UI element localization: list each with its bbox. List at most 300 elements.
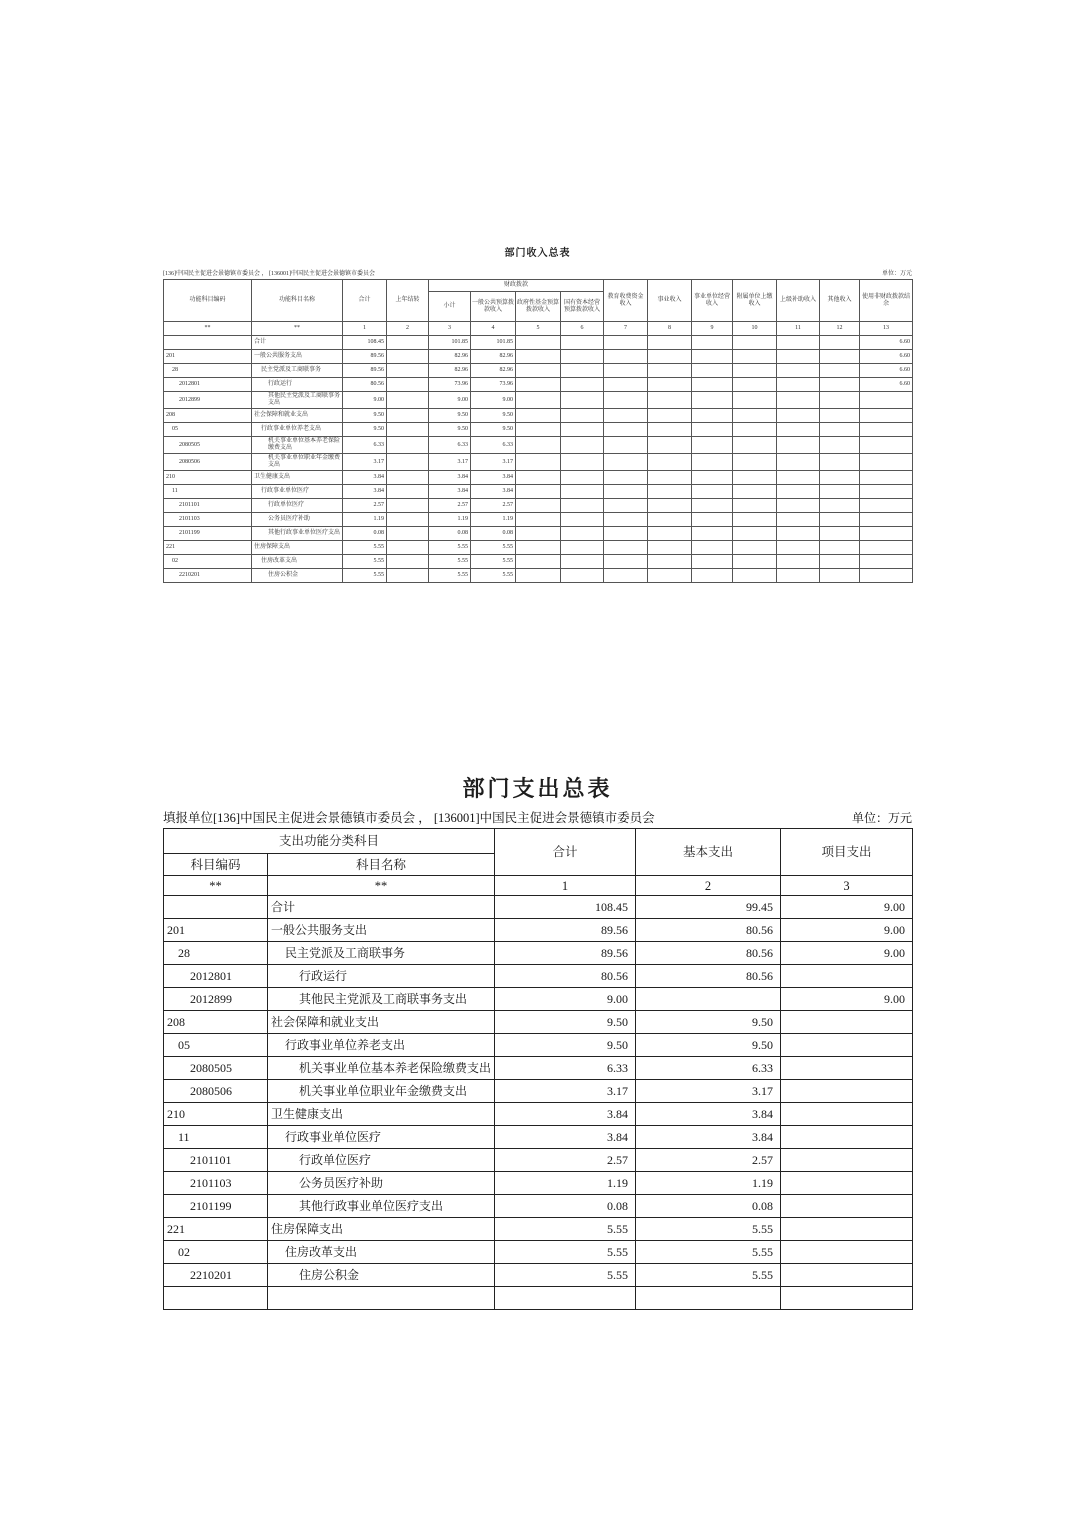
cell-amount: 9.50	[343, 423, 387, 437]
cell-amount	[820, 392, 860, 409]
col-basic-expenditure: 基本支出	[636, 829, 781, 876]
header-cell: **	[252, 322, 343, 336]
cell-subject-name: 住房改革支出	[252, 555, 343, 569]
cell-amount	[692, 454, 733, 471]
cell-amount	[561, 569, 604, 583]
cell-amount	[561, 454, 604, 471]
header-cell: 2	[636, 876, 781, 896]
header-cell: **	[164, 876, 268, 896]
cell-amount	[733, 392, 777, 409]
cell-amount: 108.45	[495, 896, 636, 919]
cell-amount: 5.55	[495, 1264, 636, 1287]
cell-amount: 9.00	[781, 896, 913, 919]
header-cell: **	[164, 322, 252, 336]
cell-subject-name: 卫生健康支出	[268, 1103, 495, 1126]
cell-subject-name: 住房公积金	[252, 569, 343, 583]
header-cell: 使用非财政拨款结余	[860, 280, 913, 322]
cell-amount	[516, 513, 561, 527]
cell-amount	[648, 527, 692, 541]
cell-amount: 89.56	[343, 350, 387, 364]
cell-subject-code: 02	[164, 555, 252, 569]
table-row	[164, 555, 913, 569]
table-row	[164, 513, 913, 527]
cell-amount	[860, 471, 913, 485]
cell-amount	[648, 350, 692, 364]
cell-amount	[781, 1287, 913, 1310]
table-row	[164, 896, 913, 919]
cell-amount	[648, 392, 692, 409]
cell-amount	[733, 485, 777, 499]
col-function-name: 功能科目名称	[252, 280, 343, 322]
header-cell: 11	[777, 322, 820, 336]
cell-amount: 6.33	[429, 437, 471, 454]
cell-amount	[777, 485, 820, 499]
cell-amount	[777, 499, 820, 513]
cell-amount	[516, 336, 561, 350]
cell-amount	[781, 1218, 913, 1241]
table-row	[164, 541, 913, 555]
table-row	[164, 527, 913, 541]
cell-subject-code: 11	[164, 1126, 268, 1149]
cell-amount: 1.19	[495, 1172, 636, 1195]
cell-amount	[777, 527, 820, 541]
cell-amount	[820, 454, 860, 471]
cell-amount: 2.57	[471, 499, 516, 513]
cell-amount	[648, 513, 692, 527]
cell-amount	[860, 454, 913, 471]
cell-subject-name: 其他民主党派及工商联事务支出	[252, 392, 343, 409]
cell-subject-code: 2012801	[164, 378, 252, 392]
cell-amount	[516, 499, 561, 513]
cell-amount	[777, 364, 820, 378]
cell-amount	[692, 485, 733, 499]
header-cell: 12	[820, 322, 860, 336]
cell-subject-name: 民主党派及工商联事务	[268, 942, 495, 965]
cell-amount	[860, 423, 913, 437]
cell-amount	[692, 555, 733, 569]
cell-amount	[733, 336, 777, 350]
cell-subject-code: 28	[164, 942, 268, 965]
cell-amount: 80.56	[636, 919, 781, 942]
cell-subject-name: 公务员医疗补助	[268, 1172, 495, 1195]
cell-amount	[648, 499, 692, 513]
cell-subject-name: 住房公积金	[268, 1264, 495, 1287]
table-row	[164, 485, 913, 499]
cell-amount	[604, 392, 648, 409]
income-meta-row	[163, 268, 912, 277]
cell-amount	[781, 1195, 913, 1218]
cell-amount	[604, 437, 648, 454]
cell-amount	[516, 437, 561, 454]
cell-amount	[860, 392, 913, 409]
table-row	[164, 423, 913, 437]
cell-amount	[516, 569, 561, 583]
cell-amount	[733, 378, 777, 392]
cell-subject-code: 11	[164, 485, 252, 499]
cell-amount	[733, 541, 777, 555]
cell-amount	[604, 569, 648, 583]
table-row	[164, 378, 913, 392]
cell-amount	[387, 423, 429, 437]
table-row	[164, 942, 913, 965]
cell-amount	[387, 541, 429, 555]
cell-amount	[781, 1103, 913, 1126]
cell-amount	[820, 499, 860, 513]
cell-subject-code: 210	[164, 471, 252, 485]
cell-amount	[692, 569, 733, 583]
cell-amount: 1.19	[471, 513, 516, 527]
cell-amount: 3.84	[429, 471, 471, 485]
cell-amount: 82.96	[471, 364, 516, 378]
cell-amount	[733, 499, 777, 513]
expenditure-unit-note: 单位：万元	[851, 811, 912, 825]
cell-amount	[781, 1126, 913, 1149]
cell-amount	[648, 569, 692, 583]
cell-subject-code: 2210201	[164, 569, 252, 583]
cell-amount	[387, 392, 429, 409]
cell-amount: 9.50	[429, 423, 471, 437]
cell-amount	[604, 513, 648, 527]
cell-amount: 82.96	[429, 364, 471, 378]
table-row	[164, 919, 913, 942]
cell-amount: 2.57	[343, 499, 387, 513]
header-cell: 6	[561, 322, 604, 336]
cell-amount: 108.45	[343, 336, 387, 350]
header-cell: 13	[860, 322, 913, 336]
cell-amount: 9.00	[781, 919, 913, 942]
table-row	[164, 336, 913, 350]
cell-subject-code: 2012801	[164, 965, 268, 988]
cell-amount	[604, 527, 648, 541]
cell-subject-code	[164, 896, 268, 919]
cell-amount	[387, 485, 429, 499]
cell-amount	[733, 527, 777, 541]
cell-amount	[516, 392, 561, 409]
cell-amount	[387, 336, 429, 350]
table-row	[164, 454, 913, 471]
header-cell: 3	[781, 876, 913, 896]
expenditure-filing-unit: 填报单位[136]中国民主促进会景德镇市委员会 ， [136001]中国民主促进会景德镇市委员会	[163, 811, 655, 825]
header-cell: 国有资本经营预算拨款收入	[561, 292, 604, 322]
col-function-code: 功能科目编码	[164, 280, 252, 322]
expenditure-section	[163, 772, 912, 1310]
col-total: 合计	[495, 829, 636, 876]
cell-amount	[516, 527, 561, 541]
cell-amount	[777, 378, 820, 392]
cell-amount	[777, 454, 820, 471]
cell-subject-name: 行政事业单位医疗	[252, 485, 343, 499]
cell-amount	[387, 499, 429, 513]
cell-amount: 3.17	[636, 1080, 781, 1103]
cell-subject-code: 201	[164, 919, 268, 942]
cell-amount	[777, 437, 820, 454]
cell-amount	[777, 392, 820, 409]
cell-amount	[860, 485, 913, 499]
header-cell: 9	[692, 322, 733, 336]
cell-subject-code: 2101103	[164, 1172, 268, 1195]
table-row	[164, 988, 913, 1011]
table-row	[164, 350, 913, 364]
cell-amount: 5.55	[495, 1218, 636, 1241]
header-cell: **	[268, 876, 495, 896]
cell-amount	[561, 409, 604, 423]
table-row	[164, 364, 913, 378]
cell-amount: 5.55	[343, 569, 387, 583]
cell-amount: 0.08	[429, 527, 471, 541]
cell-subject-name: 民主党派及工商联事务	[252, 364, 343, 378]
header-cell: 事业单位经营收入	[692, 280, 733, 322]
cell-amount	[561, 541, 604, 555]
cell-subject-code: 2012899	[164, 988, 268, 1011]
cell-subject-name: 行政事业单位养老支出	[252, 423, 343, 437]
table-row	[164, 1218, 913, 1241]
cell-amount	[692, 378, 733, 392]
cell-subject-name: 合计	[268, 896, 495, 919]
cell-amount: 82.96	[471, 350, 516, 364]
cell-amount: 89.56	[343, 364, 387, 378]
cell-amount	[561, 485, 604, 499]
cell-amount: 9.00	[495, 988, 636, 1011]
cell-amount	[387, 513, 429, 527]
cell-amount: 0.08	[495, 1195, 636, 1218]
cell-subject-name: 机关事业单位基本养老保险缴费支出	[252, 437, 343, 454]
cell-subject-name: 卫生健康支出	[252, 471, 343, 485]
cell-amount	[692, 513, 733, 527]
table-row	[164, 471, 913, 485]
col-project-expenditure: 项目支出	[781, 829, 913, 876]
cell-amount: 0.08	[343, 527, 387, 541]
cell-subject-name: 行政运行	[252, 378, 343, 392]
expenditure-table-title: 部门支出总表	[462, 776, 613, 801]
cell-amount	[516, 485, 561, 499]
header-cell: 2	[387, 322, 429, 336]
cell-amount: 3.84	[495, 1103, 636, 1126]
cell-amount: 6.60	[860, 364, 913, 378]
cell-amount: 9.00	[781, 988, 913, 1011]
table-row	[164, 499, 913, 513]
cell-amount	[516, 378, 561, 392]
cell-subject-name: 行政事业单位医疗	[268, 1126, 495, 1149]
cell-amount: 5.55	[636, 1264, 781, 1287]
cell-subject-code: 2101103	[164, 513, 252, 527]
cell-subject-code: 2101101	[164, 499, 252, 513]
cell-subject-code: 221	[164, 1218, 268, 1241]
cell-amount: 3.84	[343, 471, 387, 485]
cell-amount: 89.56	[495, 919, 636, 942]
table-row	[164, 1011, 913, 1034]
cell-subject-name	[268, 1287, 495, 1310]
income-table-body	[164, 336, 913, 583]
cell-amount: 101.85	[471, 336, 516, 350]
cell-amount	[604, 555, 648, 569]
cell-amount	[733, 569, 777, 583]
cell-subject-code: 221	[164, 541, 252, 555]
cell-amount	[692, 437, 733, 454]
cell-amount	[648, 437, 692, 454]
cell-amount: 6.60	[860, 350, 913, 364]
cell-amount	[387, 454, 429, 471]
cell-amount	[777, 555, 820, 569]
cell-amount: 5.55	[471, 555, 516, 569]
cell-subject-code: 2210201	[164, 1264, 268, 1287]
cell-amount	[648, 541, 692, 555]
col-carryover: 上年结转	[387, 280, 429, 322]
cell-amount	[860, 541, 913, 555]
cell-amount	[820, 423, 860, 437]
cell-amount: 3.84	[495, 1126, 636, 1149]
header-cell: 上级补助收入	[777, 280, 820, 322]
cell-amount	[860, 527, 913, 541]
cell-amount	[692, 336, 733, 350]
cell-amount	[820, 471, 860, 485]
cell-amount	[777, 569, 820, 583]
cell-amount	[516, 423, 561, 437]
header-cell: 一般公共预算拨款收入	[471, 292, 516, 322]
header-cell: 1	[495, 876, 636, 896]
cell-amount	[387, 350, 429, 364]
cell-amount	[387, 527, 429, 541]
table-row	[164, 409, 913, 423]
cell-subject-code: 210	[164, 1103, 268, 1126]
cell-amount	[781, 1264, 913, 1287]
header-cell: 8	[648, 322, 692, 336]
cell-amount	[777, 471, 820, 485]
cell-amount: 6.33	[495, 1057, 636, 1080]
cell-amount	[692, 471, 733, 485]
cell-amount: 3.84	[636, 1103, 781, 1126]
cell-subject-code: 2080506	[164, 1080, 268, 1103]
table-row	[164, 1172, 913, 1195]
cell-amount	[648, 485, 692, 499]
table-row	[164, 1126, 913, 1149]
cell-amount: 3.17	[343, 454, 387, 471]
table-row	[164, 1103, 913, 1126]
cell-amount	[820, 527, 860, 541]
cell-amount	[648, 364, 692, 378]
cell-amount: 2.57	[636, 1149, 781, 1172]
cell-amount	[820, 409, 860, 423]
cell-amount: 3.84	[343, 485, 387, 499]
cell-amount	[604, 471, 648, 485]
cell-amount: 73.96	[471, 378, 516, 392]
cell-amount: 9.50	[495, 1034, 636, 1057]
cell-subject-name: 行政单位医疗	[268, 1149, 495, 1172]
income-unit-note: 单位：万元	[881, 271, 912, 277]
cell-amount: 80.56	[636, 965, 781, 988]
cell-subject-name: 其他民主党派及工商联事务支出	[268, 988, 495, 1011]
cell-subject-code: 02	[164, 1241, 268, 1264]
cell-amount	[733, 350, 777, 364]
cell-amount: 3.84	[636, 1126, 781, 1149]
cell-amount	[781, 1057, 913, 1080]
header-cell: 5	[516, 322, 561, 336]
income-section	[163, 244, 912, 583]
cell-amount	[516, 350, 561, 364]
cell-amount	[733, 513, 777, 527]
cell-amount	[387, 471, 429, 485]
cell-amount: 73.96	[429, 378, 471, 392]
header-cell: 3	[429, 322, 471, 336]
col-subject-name: 科目名称	[268, 854, 495, 876]
cell-amount: 5.55	[343, 555, 387, 569]
table-row	[164, 1080, 913, 1103]
cell-subject-name: 住房保障支出	[268, 1218, 495, 1241]
cell-subject-name: 机关事业单位职业年金缴费支出	[268, 1080, 495, 1103]
table-row	[164, 1057, 913, 1080]
cell-amount: 9.00	[429, 392, 471, 409]
cell-amount	[777, 423, 820, 437]
cell-amount	[516, 471, 561, 485]
cell-amount: 5.55	[495, 1241, 636, 1264]
cell-amount: 6.60	[860, 378, 913, 392]
cell-subject-code: 05	[164, 1034, 268, 1057]
cell-amount	[604, 454, 648, 471]
cell-amount	[777, 541, 820, 555]
cell-amount	[860, 569, 913, 583]
cell-amount	[561, 392, 604, 409]
cell-amount: 5.55	[471, 541, 516, 555]
cell-amount: 6.33	[471, 437, 516, 454]
cell-amount	[561, 378, 604, 392]
cell-amount	[781, 1172, 913, 1195]
cell-amount: 3.17	[495, 1080, 636, 1103]
cell-subject-code: 2080506	[164, 454, 252, 471]
cell-amount	[733, 437, 777, 454]
cell-subject-code: 2101199	[164, 527, 252, 541]
table-row	[164, 1241, 913, 1264]
cell-amount: 5.55	[471, 569, 516, 583]
cell-amount	[781, 965, 913, 988]
cell-subject-name: 一般公共服务支出	[268, 919, 495, 942]
col-group-fiscal-appropriation: 财政拨款	[429, 280, 604, 292]
cell-amount	[648, 471, 692, 485]
cell-amount	[777, 513, 820, 527]
header-cell: 政府性基金预算拨款收入	[516, 292, 561, 322]
cell-amount	[733, 409, 777, 423]
cell-amount	[733, 364, 777, 378]
table-row	[164, 437, 913, 454]
cell-amount	[561, 423, 604, 437]
cell-amount	[692, 541, 733, 555]
cell-subject-name: 公务员医疗补助	[252, 513, 343, 527]
cell-amount	[860, 555, 913, 569]
cell-subject-name: 其他行政事业单位医疗支出	[252, 527, 343, 541]
cell-amount	[561, 350, 604, 364]
col-group-function-class: 支出功能分类科目	[164, 829, 495, 854]
cell-amount	[781, 1149, 913, 1172]
cell-amount	[516, 555, 561, 569]
cell-amount: 3.84	[429, 485, 471, 499]
cell-amount: 80.56	[495, 965, 636, 988]
expenditure-table-body	[164, 896, 913, 1310]
cell-amount: 5.55	[343, 541, 387, 555]
cell-amount: 9.00	[343, 392, 387, 409]
cell-amount	[648, 423, 692, 437]
cell-amount: 6.33	[343, 437, 387, 454]
table-row	[164, 1287, 913, 1310]
cell-amount: 6.33	[636, 1057, 781, 1080]
cell-amount: 101.85	[429, 336, 471, 350]
cell-amount: 9.50	[429, 409, 471, 423]
cell-amount	[648, 378, 692, 392]
cell-amount	[516, 454, 561, 471]
cell-amount: 82.96	[429, 350, 471, 364]
cell-amount: 1.19	[636, 1172, 781, 1195]
cell-subject-code: 28	[164, 364, 252, 378]
cell-subject-name: 机关事业单位基本养老保险缴费支出	[268, 1057, 495, 1080]
cell-amount	[820, 336, 860, 350]
cell-amount: 3.84	[471, 471, 516, 485]
